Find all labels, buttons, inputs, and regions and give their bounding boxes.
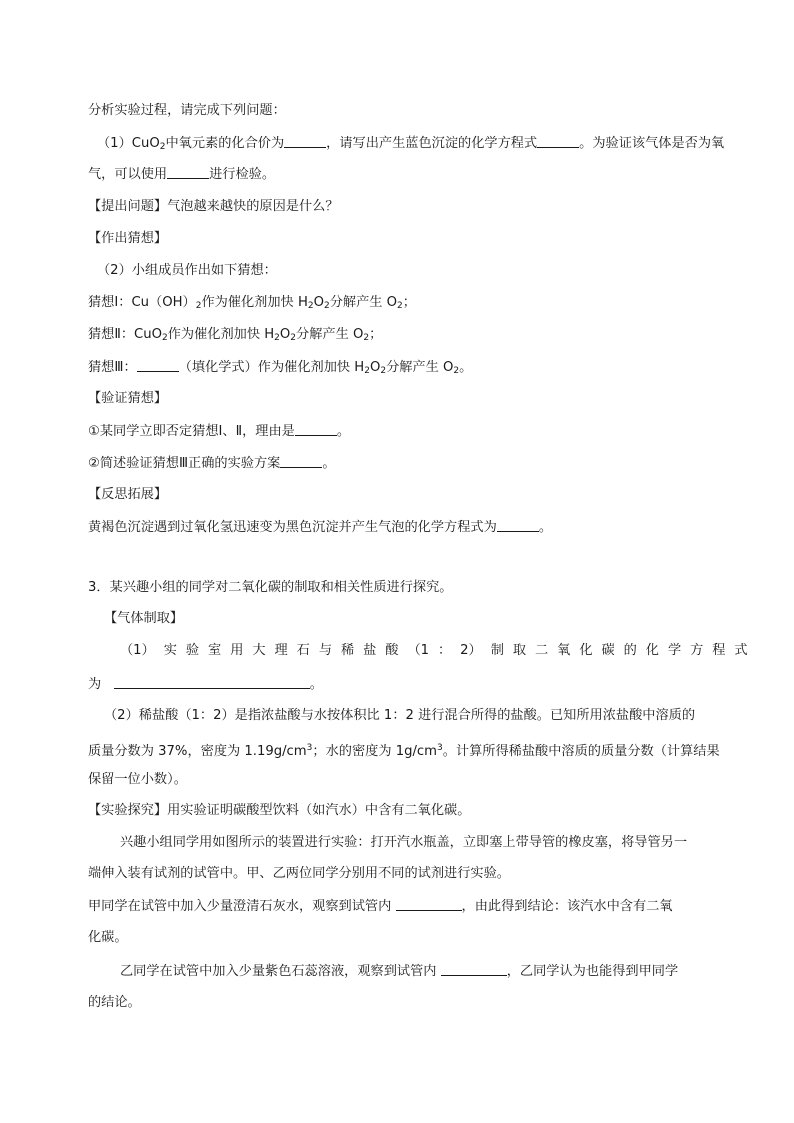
problem-3-title: 3．某兴趣小组的同学对二氧化碳的制取和相关性质进行探究。 [88, 580, 453, 595]
section-heading-gas-prep: 【气体制取】 [104, 611, 184, 626]
answer-blank[interactable] [537, 133, 579, 148]
student-b-line-2: 的结论。 [88, 995, 141, 1010]
experiment-line-1: 兴趣小组同学用如图所示的装置进行实验：打开汽水瓶盖，立即塞上带导管的橡皮塞，将导管另一 [120, 835, 688, 850]
question-1-line-1: （1）CuO$_2$中氧元素的化合价为 ，请写出产生蓝色沉淀的化学方程式 。为验证该气体是否为氧 [97, 133, 794, 153]
section-heading-reflection: 【反思拓展】 [88, 487, 168, 502]
answer-blank[interactable] [441, 961, 507, 976]
section-heading-question: 【提出问题】气泡越来越快的原因是什么？ [88, 199, 339, 214]
gas-prep-question-2-line-2: 质量分数为 37%，密度为 $1.19g/cm^3$；水的密度为 $1g/cm^3$。计算所得稀盐酸中溶质的质量分数（计算结果 [88, 743, 720, 758]
gas-prep-question-2-line-3: 保留一位小数）。 [88, 772, 187, 787]
answer-blank[interactable] [295, 421, 337, 436]
gas-prep-question-1-end: 为 。 [88, 674, 794, 694]
answer-blank[interactable] [114, 674, 310, 689]
question-1-line-2: 气，可以使用 进行检验。 [88, 164, 794, 184]
answer-blank[interactable] [167, 164, 209, 179]
answer-blank[interactable] [280, 453, 322, 468]
student-a-line-1: 甲同学在试管中加入少量澄清石灰水，观察到试管内 ，由此得到结论：该汽水中含有二氧 [88, 896, 794, 916]
answer-blank[interactable] [137, 357, 179, 372]
section-heading-hypothesis: 【作出猜想】 [88, 231, 168, 246]
intro-line: 分析实验过程，请完成下列问题： [88, 103, 286, 118]
answer-blank[interactable] [396, 896, 462, 911]
answer-blank[interactable] [284, 133, 326, 148]
question-2-line: （2）小组成员作出如下猜想： [97, 263, 277, 278]
hypothesis-3: 猜想Ⅲ： （填化学式）作为催化剂加快 $H_2O_2$分解产生 $O_2$。 [88, 357, 794, 377]
hypothesis-2: 猜想Ⅱ：CuO$_2$作为催化剂加快 $H_2O_2$分解产生 $O_2$； [88, 327, 383, 343]
experiment-line-2: 端伸入装有试剂的试管中。甲、乙两位同学分别用不同的试剂进行实验。 [88, 866, 510, 881]
hypothesis-1: 猜想Ⅰ：$Cu(OH)_2$作为催化剂加快 $H_2O_2$分解产生 $O_2$； [88, 295, 416, 311]
section-heading-verify: 【验证猜想】 [88, 391, 168, 406]
student-b-line-1: 乙同学在试管中加入少量紫色石蕊溶液，观察到试管内 ，乙同学认为也能得到甲同学 [120, 961, 794, 981]
student-a-line-2: 化碳。 [88, 930, 128, 945]
section-heading-experiment: 【实验探究】用实验证明碳酸型饮料（如汽水）中含有二氧化碳。 [88, 803, 471, 818]
verify-2: ②简述验证猜想Ⅲ正确的实验方案 。 [88, 453, 794, 473]
verify-1: ①某同学立即否定猜想Ⅰ、Ⅱ，理由是 。 [88, 421, 794, 441]
gas-prep-question-1: （1） 实 验 室 用 大 理 石 与 稀 盐 酸 （1 ： 2） 制 取 二 氧 化 碳 的 化 学 方 程 式 [120, 643, 748, 658]
answer-blank[interactable] [497, 517, 539, 532]
reflection-line: 黄褐色沉淀遇到过氧化氢迅速变为黑色沉淀并产生气泡的化学方程式为 。 [88, 517, 794, 537]
gas-prep-question-2-line-1: （2）稀盐酸（1：2）是指浓盐酸与水按体积比 1：2 进行混合所得的盐酸。已知所用浓盐酸中溶质的 [104, 708, 696, 723]
